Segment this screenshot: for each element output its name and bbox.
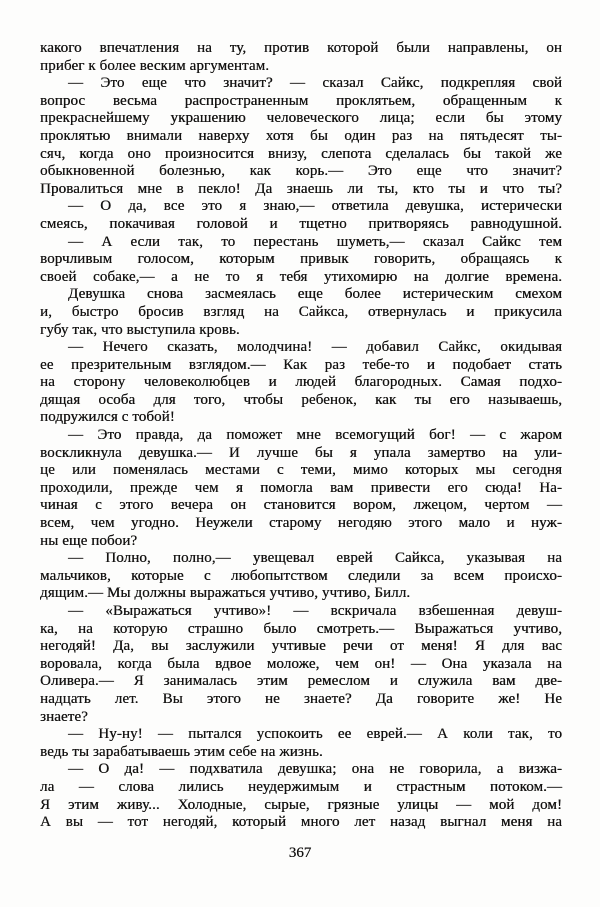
text-line: на сторону человеколюбцев и людей благородных. Самая подхо-: [40, 374, 562, 391]
text-line: своей собаке,— а не то я тебя утихомирю на долгие времена.: [40, 268, 562, 285]
text-line: дящим.— Мы должны выражаться учтиво, учтиво, Билл.: [40, 585, 411, 602]
paragraph: [40, 198, 562, 233]
text-line: дящая особа для того, чтобы ребенок, как ты его называешь,: [40, 391, 562, 408]
page-number: 367: [288, 845, 312, 861]
text-line: смеясь, покачивая головой и тщетно притворяясь равнодушной.: [40, 215, 562, 232]
text-line: Я этим живу... Холодные, сырые, грязные улицы — мой дом!: [40, 796, 562, 813]
text-line: прибег к более веским аргументам.: [40, 57, 270, 74]
paragraph: [40, 550, 562, 603]
text-line: ка, на которую страшно было смотреть.— Выражаться учтиво,: [40, 620, 562, 637]
text-line: — О да, все это я знаю,— ответила девушка, истерически: [68, 198, 562, 215]
text-line: сяч, когда оно произносится внизу, слепота сделалась бы такой же: [40, 145, 562, 162]
text-line: негодяй! Да, вы заслужили учтивые речи от меня! Я для вас: [40, 638, 562, 655]
page-text: [40, 40, 562, 832]
text-line: ны еще побои?: [40, 532, 138, 549]
text-line: подружился с тобой!: [40, 409, 175, 426]
paragraph: [40, 75, 562, 198]
paragraph: [40, 40, 562, 75]
text-line: воскликнула девушка.— И лучше бы я упала замертво на ули-: [40, 444, 562, 461]
text-line: це или поменялась местами с теми, мимо которых мы сегодня: [40, 462, 562, 479]
text-line: — Это еще что значит? — сказал Сайкс, подкрепляя свой: [68, 75, 562, 92]
text-line: — Это правда, да поможет мне всемогущий бог! — с жаром: [68, 427, 562, 444]
text-line: надцать лет. Вы этого не знаете? Да говорите же! Не: [40, 690, 562, 707]
text-line: вопрос весьма распространенным проклятьем, обращенным к: [40, 92, 562, 109]
text-line: Оливера.— Я занималась этим ремеслом и служила вам две-: [40, 673, 562, 690]
text-line: обыкновенной болезнью, как корь.— Это еще что значит?: [40, 163, 562, 180]
text-line: ее презрительным взглядом.— Как раз тебе-то и подобает стать: [40, 356, 562, 373]
paragraph: [40, 234, 562, 287]
text-line: проходили, прежде чем я помогла вам привести его сюда! На-: [40, 479, 562, 496]
paragraph: [40, 603, 562, 726]
text-line: какого впечатления на ту, против которой были направлены, он: [40, 40, 562, 56]
text-line: Провалиться мне в пекло! Да знаешь ли ты, кто ты и что ты?: [40, 180, 562, 197]
text-line: ла — слова лились неудержимым и страстным потоком.—: [40, 778, 562, 795]
text-line: знаете?: [40, 708, 88, 725]
text-line: ворчливым голосом, которым привык говорить, обращаясь к: [40, 251, 562, 268]
text-line: воровала, когда была вдвое моложе, чем он! — Она указала на: [40, 655, 562, 672]
text-line: и, быстро бросив взгляд на Сайкса, отвернулась и прикусила: [40, 303, 562, 320]
paragraph: [40, 427, 562, 550]
paragraph: [40, 286, 562, 339]
paragraph: [40, 339, 562, 427]
paragraph: [40, 761, 562, 831]
text-line: Девушка снова засмеялась еще более истерическим смехом: [68, 286, 562, 303]
text-line: — О да! — подхватила девушка; она не говорила, а визжа-: [68, 761, 562, 778]
text-line: прекраснейшему украшению человеческого лица; если бы этому: [40, 110, 562, 127]
text-line: — Полно, полно,— увещевал еврей Сайкса, указывая на: [68, 550, 562, 567]
paragraph: [40, 726, 562, 761]
text-line: — «Выражаться учтиво»! — вскричала взбешенная девуш-: [68, 603, 562, 619]
text-line: — Ну-ну! — пытался успокоить ее еврей.— А коли так, то: [68, 726, 562, 743]
text-line: — А если так, то перестань шуметь,— сказал Сайкс тем: [68, 233, 562, 250]
text-line: проклятью внимали наверху хотя бы один раз на пятьдесят ты-: [40, 127, 562, 144]
text-line: А вы — тот негодяй, который много лет назад выгнал меня на: [40, 814, 562, 831]
text-line: мальчиков, которые с любопытством следили за всем происхо-: [40, 567, 562, 584]
text-line: — Нечего сказать, молодчина! — добавил Сайкс, окидывая: [68, 339, 562, 356]
text-line: всем, чем угодно. Неужели старому негодяю этого мало и нуж-: [40, 515, 562, 532]
text-line: ведь ты зарабатываешь этим себе на жизнь.: [40, 743, 323, 760]
text-line: чиная с этого вечера он становится вором, лжецом, чертом —: [40, 497, 562, 514]
text-line: губу так, что выступила кровь.: [40, 321, 240, 338]
